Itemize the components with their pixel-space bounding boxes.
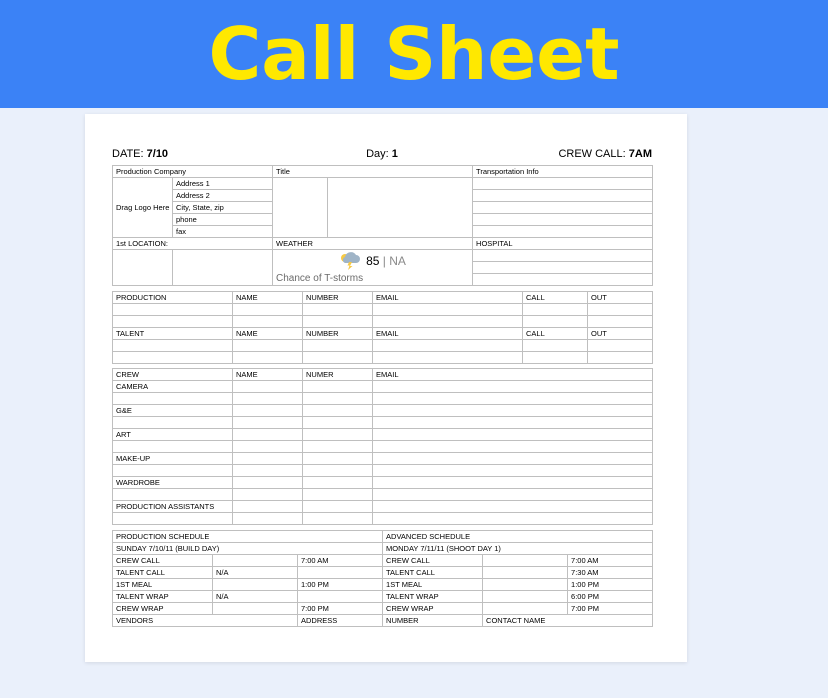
hospital-cell-2[interactable] bbox=[473, 262, 653, 274]
cell[interactable] bbox=[303, 340, 373, 352]
schedule-table bbox=[112, 530, 653, 627]
table-row bbox=[113, 304, 653, 316]
transportation-cell-5[interactable] bbox=[473, 226, 653, 238]
cell[interactable] bbox=[303, 429, 373, 441]
company-fax[interactable]: fax bbox=[173, 226, 273, 238]
cell[interactable] bbox=[303, 316, 373, 328]
cell[interactable] bbox=[233, 316, 303, 328]
production-schedule-title: PRODUCTION SCHEDULE bbox=[113, 531, 383, 543]
cell[interactable] bbox=[303, 501, 373, 513]
first-location-header: 1st LOCATION: bbox=[113, 238, 273, 250]
hospital-cell-3[interactable] bbox=[473, 274, 653, 286]
cell[interactable] bbox=[373, 417, 653, 429]
company-row bbox=[113, 178, 653, 190]
page-title: Call Sheet bbox=[208, 12, 620, 96]
production-company-header: Production Company bbox=[113, 166, 273, 178]
adv-schedule-time[interactable]: 6:00 PM bbox=[568, 591, 653, 603]
adv-schedule-item[interactable]: 1ST MEAL bbox=[383, 579, 483, 591]
cell[interactable] bbox=[233, 489, 303, 501]
prod-schedule-time[interactable] bbox=[298, 591, 383, 603]
day-value[interactable]: 1 bbox=[391, 148, 398, 160]
adv-schedule-time[interactable]: 7:00 AM bbox=[568, 555, 653, 567]
cell[interactable] bbox=[588, 340, 653, 352]
cell[interactable] bbox=[233, 417, 303, 429]
table-row bbox=[113, 465, 653, 477]
title-header: Title bbox=[273, 166, 473, 178]
adv-schedule-item[interactable]: CREW CALL bbox=[383, 555, 483, 567]
crew-department-row bbox=[113, 501, 653, 513]
storm-cloud-icon bbox=[339, 252, 361, 270]
cell[interactable] bbox=[233, 513, 303, 525]
talent-name-header: NAME bbox=[233, 328, 303, 340]
schedule-row bbox=[113, 579, 653, 591]
prod-schedule-note[interactable] bbox=[213, 555, 298, 567]
production-call-header: CALL bbox=[523, 292, 588, 304]
crew-number-header: NUMER bbox=[303, 369, 373, 381]
cell[interactable] bbox=[113, 513, 233, 525]
prod-schedule-item[interactable]: TALENT CALL bbox=[113, 567, 213, 579]
cell[interactable] bbox=[113, 393, 233, 405]
weather-main bbox=[276, 252, 469, 270]
weather-widget bbox=[273, 250, 473, 286]
cell[interactable] bbox=[523, 304, 588, 316]
company-phone[interactable]: phone bbox=[173, 214, 273, 226]
cell[interactable] bbox=[303, 513, 373, 525]
company-address-1[interactable]: Address 1 bbox=[173, 178, 273, 190]
transportation-cell-4[interactable] bbox=[473, 214, 653, 226]
prod-schedule-item[interactable]: TALENT WRAP bbox=[113, 591, 213, 603]
cell[interactable] bbox=[373, 352, 523, 364]
table-row bbox=[113, 340, 653, 352]
prod-schedule-note[interactable]: N/A bbox=[213, 567, 298, 579]
cell[interactable] bbox=[373, 381, 653, 393]
adv-schedule-time[interactable]: 7:00 PM bbox=[568, 603, 653, 615]
hospital-header: HOSPITAL bbox=[473, 238, 653, 250]
schedule-title-row bbox=[113, 531, 653, 543]
production-header-row bbox=[113, 292, 653, 304]
weather-temperature bbox=[366, 254, 406, 268]
talent-number-header: NUMBER bbox=[303, 328, 373, 340]
day-field bbox=[290, 148, 474, 160]
title-cell[interactable] bbox=[328, 178, 473, 238]
cell[interactable] bbox=[303, 441, 373, 453]
cell[interactable] bbox=[373, 489, 653, 501]
production-out-header: OUT bbox=[588, 292, 653, 304]
cell[interactable] bbox=[373, 340, 523, 352]
crew-header-row bbox=[113, 369, 653, 381]
schedule-row bbox=[113, 591, 653, 603]
cell[interactable] bbox=[588, 352, 653, 364]
cell[interactable] bbox=[113, 316, 233, 328]
adv-schedule-note[interactable] bbox=[483, 591, 568, 603]
cell[interactable] bbox=[373, 405, 653, 417]
vendors-header: VENDORS bbox=[113, 615, 298, 627]
department-label-ge: G&E bbox=[113, 405, 233, 417]
crew-department-row bbox=[113, 381, 653, 393]
cell[interactable] bbox=[303, 453, 373, 465]
cell[interactable] bbox=[113, 465, 233, 477]
first-location-cell[interactable] bbox=[113, 250, 173, 286]
cell[interactable] bbox=[588, 304, 653, 316]
cell[interactable] bbox=[373, 304, 523, 316]
cell[interactable] bbox=[113, 340, 233, 352]
cell[interactable] bbox=[303, 405, 373, 417]
table-row bbox=[113, 441, 653, 453]
cell[interactable] bbox=[373, 441, 653, 453]
crew-email-header: EMAIL bbox=[373, 369, 653, 381]
cell[interactable] bbox=[233, 453, 303, 465]
call-sheet-header bbox=[112, 148, 652, 165]
advanced-schedule-subtitle: MONDAY 7/11/11 (SHOOT DAY 1) bbox=[383, 543, 653, 555]
date-label: DATE: bbox=[112, 148, 144, 160]
cell[interactable] bbox=[233, 393, 303, 405]
cell[interactable] bbox=[233, 441, 303, 453]
talent-header-row bbox=[113, 328, 653, 340]
cell[interactable] bbox=[233, 381, 303, 393]
prod-schedule-time[interactable]: 7:00 AM bbox=[298, 555, 383, 567]
prod-schedule-note[interactable]: N/A bbox=[213, 591, 298, 603]
schedule-row bbox=[113, 555, 653, 567]
prod-schedule-note[interactable] bbox=[213, 579, 298, 591]
temperature-separator: | bbox=[382, 253, 386, 268]
crew-department-row bbox=[113, 405, 653, 417]
table-row bbox=[113, 417, 653, 429]
cell[interactable] bbox=[233, 501, 303, 513]
schedule-subtitle-row bbox=[113, 543, 653, 555]
weather-row bbox=[113, 250, 653, 262]
prod-schedule-item[interactable]: 1ST MEAL bbox=[113, 579, 213, 591]
cell[interactable] bbox=[373, 453, 653, 465]
crew-department-row bbox=[113, 477, 653, 489]
first-location-cell-2[interactable] bbox=[173, 250, 273, 286]
table-row bbox=[113, 489, 653, 501]
prod-schedule-note[interactable] bbox=[213, 603, 298, 615]
adv-schedule-time[interactable]: 1:00 PM bbox=[568, 579, 653, 591]
cell[interactable] bbox=[373, 513, 653, 525]
cell[interactable] bbox=[303, 352, 373, 364]
production-header: PRODUCTION bbox=[113, 292, 233, 304]
production-schedule-subtitle: SUNDAY 7/10/11 (BUILD DAY) bbox=[113, 543, 383, 555]
transportation-cell-1[interactable] bbox=[473, 178, 653, 190]
top-info-header-row bbox=[113, 166, 653, 178]
adv-schedule-note[interactable] bbox=[483, 579, 568, 591]
cell[interactable] bbox=[523, 340, 588, 352]
crew-department-row bbox=[113, 453, 653, 465]
cell[interactable] bbox=[233, 429, 303, 441]
temperature-secondary: NA bbox=[389, 253, 406, 268]
production-table bbox=[112, 291, 653, 364]
adv-schedule-note[interactable] bbox=[483, 567, 568, 579]
day-label: Day: bbox=[366, 148, 389, 160]
cell[interactable] bbox=[373, 429, 653, 441]
cell[interactable] bbox=[373, 465, 653, 477]
date-value[interactable]: 7/10 bbox=[146, 148, 169, 160]
cell[interactable] bbox=[373, 393, 653, 405]
cell[interactable] bbox=[113, 304, 233, 316]
cell[interactable] bbox=[303, 381, 373, 393]
department-label-camera: CAMERA bbox=[113, 381, 233, 393]
crew-department-row bbox=[113, 429, 653, 441]
vendors-number-header: NUMBER bbox=[383, 615, 483, 627]
department-label-art: ART bbox=[113, 429, 233, 441]
cell[interactable] bbox=[303, 477, 373, 489]
vendors-address-header: ADDRESS bbox=[298, 615, 383, 627]
cell[interactable] bbox=[303, 489, 373, 501]
call-sheet bbox=[112, 148, 652, 627]
prod-schedule-time[interactable]: 1:00 PM bbox=[298, 579, 383, 591]
prod-schedule-item[interactable]: CREW CALL bbox=[113, 555, 213, 567]
transportation-info-header: Transportation Info bbox=[473, 166, 653, 178]
hospital-cell-1[interactable] bbox=[473, 250, 653, 262]
cell[interactable] bbox=[233, 340, 303, 352]
logo-dropzone[interactable]: Drag Logo Here bbox=[113, 178, 173, 238]
department-label-wardrobe: WARDROBE bbox=[113, 477, 233, 489]
weather-description: Chance of T-storms bbox=[276, 272, 364, 284]
production-name-header: NAME bbox=[233, 292, 303, 304]
cell[interactable] bbox=[373, 316, 523, 328]
cell[interactable] bbox=[303, 465, 373, 477]
adv-schedule-note[interactable] bbox=[483, 555, 568, 567]
cell[interactable] bbox=[303, 304, 373, 316]
table-row bbox=[113, 393, 653, 405]
table-row bbox=[113, 316, 653, 328]
page-banner bbox=[0, 0, 828, 108]
weather-header: WEATHER bbox=[273, 238, 473, 250]
cell[interactable] bbox=[523, 352, 588, 364]
vendors-header-row bbox=[113, 615, 653, 627]
adv-schedule-item[interactable]: CREW WRAP bbox=[383, 603, 483, 615]
cell[interactable] bbox=[233, 465, 303, 477]
talent-header: TALENT bbox=[113, 328, 233, 340]
production-number-header: NUMBER bbox=[303, 292, 373, 304]
cell[interactable] bbox=[113, 352, 233, 364]
crew-name-header: NAME bbox=[233, 369, 303, 381]
schedule-row bbox=[113, 603, 653, 615]
production-email-header: EMAIL bbox=[373, 292, 523, 304]
advanced-schedule-title: ADVANCED SCHEDULE bbox=[383, 531, 653, 543]
table-row bbox=[113, 513, 653, 525]
crew-table bbox=[112, 368, 653, 525]
cell[interactable] bbox=[233, 352, 303, 364]
temperature-value: 85 bbox=[366, 253, 380, 268]
cell[interactable] bbox=[373, 501, 653, 513]
cell[interactable] bbox=[113, 441, 233, 453]
cell[interactable] bbox=[113, 417, 233, 429]
talent-out-header: OUT bbox=[588, 328, 653, 340]
adv-schedule-time[interactable]: 7:30 AM bbox=[568, 567, 653, 579]
department-label-make-up: MAKE-UP bbox=[113, 453, 233, 465]
prod-schedule-time[interactable]: 7:00 PM bbox=[298, 603, 383, 615]
company-city-state-zip[interactable]: City, State, zip bbox=[173, 202, 273, 214]
top-info-table bbox=[112, 165, 653, 286]
transportation-cell-3[interactable] bbox=[473, 202, 653, 214]
location-weather-hospital-header-row bbox=[113, 238, 653, 250]
cell[interactable] bbox=[233, 477, 303, 489]
company-address-2[interactable]: Address 2 bbox=[173, 190, 273, 202]
cell[interactable] bbox=[373, 477, 653, 489]
crew-call-label: CREW CALL: bbox=[558, 148, 626, 160]
talent-email-header: EMAIL bbox=[373, 328, 523, 340]
cell[interactable] bbox=[113, 489, 233, 501]
transportation-cell-2[interactable] bbox=[473, 190, 653, 202]
adv-schedule-item[interactable]: TALENT WRAP bbox=[383, 591, 483, 603]
cell[interactable] bbox=[303, 393, 373, 405]
cell[interactable] bbox=[233, 405, 303, 417]
schedule-row bbox=[113, 567, 653, 579]
cell[interactable] bbox=[303, 417, 373, 429]
adv-schedule-item[interactable]: TALENT CALL bbox=[383, 567, 483, 579]
cell[interactable] bbox=[523, 316, 588, 328]
crew-call-field bbox=[474, 148, 652, 160]
prod-schedule-item[interactable]: CREW WRAP bbox=[113, 603, 213, 615]
cell[interactable] bbox=[233, 304, 303, 316]
adv-schedule-note[interactable] bbox=[483, 603, 568, 615]
document-page bbox=[85, 114, 687, 662]
crew-call-value[interactable]: 7AM bbox=[628, 148, 652, 160]
table-row bbox=[113, 352, 653, 364]
department-label-production-assistants: PRODUCTION ASSISTANTS bbox=[113, 501, 233, 513]
title-cell-left[interactable] bbox=[273, 178, 328, 238]
cell[interactable] bbox=[588, 316, 653, 328]
prod-schedule-time[interactable] bbox=[298, 567, 383, 579]
talent-call-header: CALL bbox=[523, 328, 588, 340]
crew-header: CREW bbox=[113, 369, 233, 381]
date-field bbox=[112, 148, 290, 160]
vendors-contact-name-header: CONTACT NAME bbox=[483, 615, 653, 627]
